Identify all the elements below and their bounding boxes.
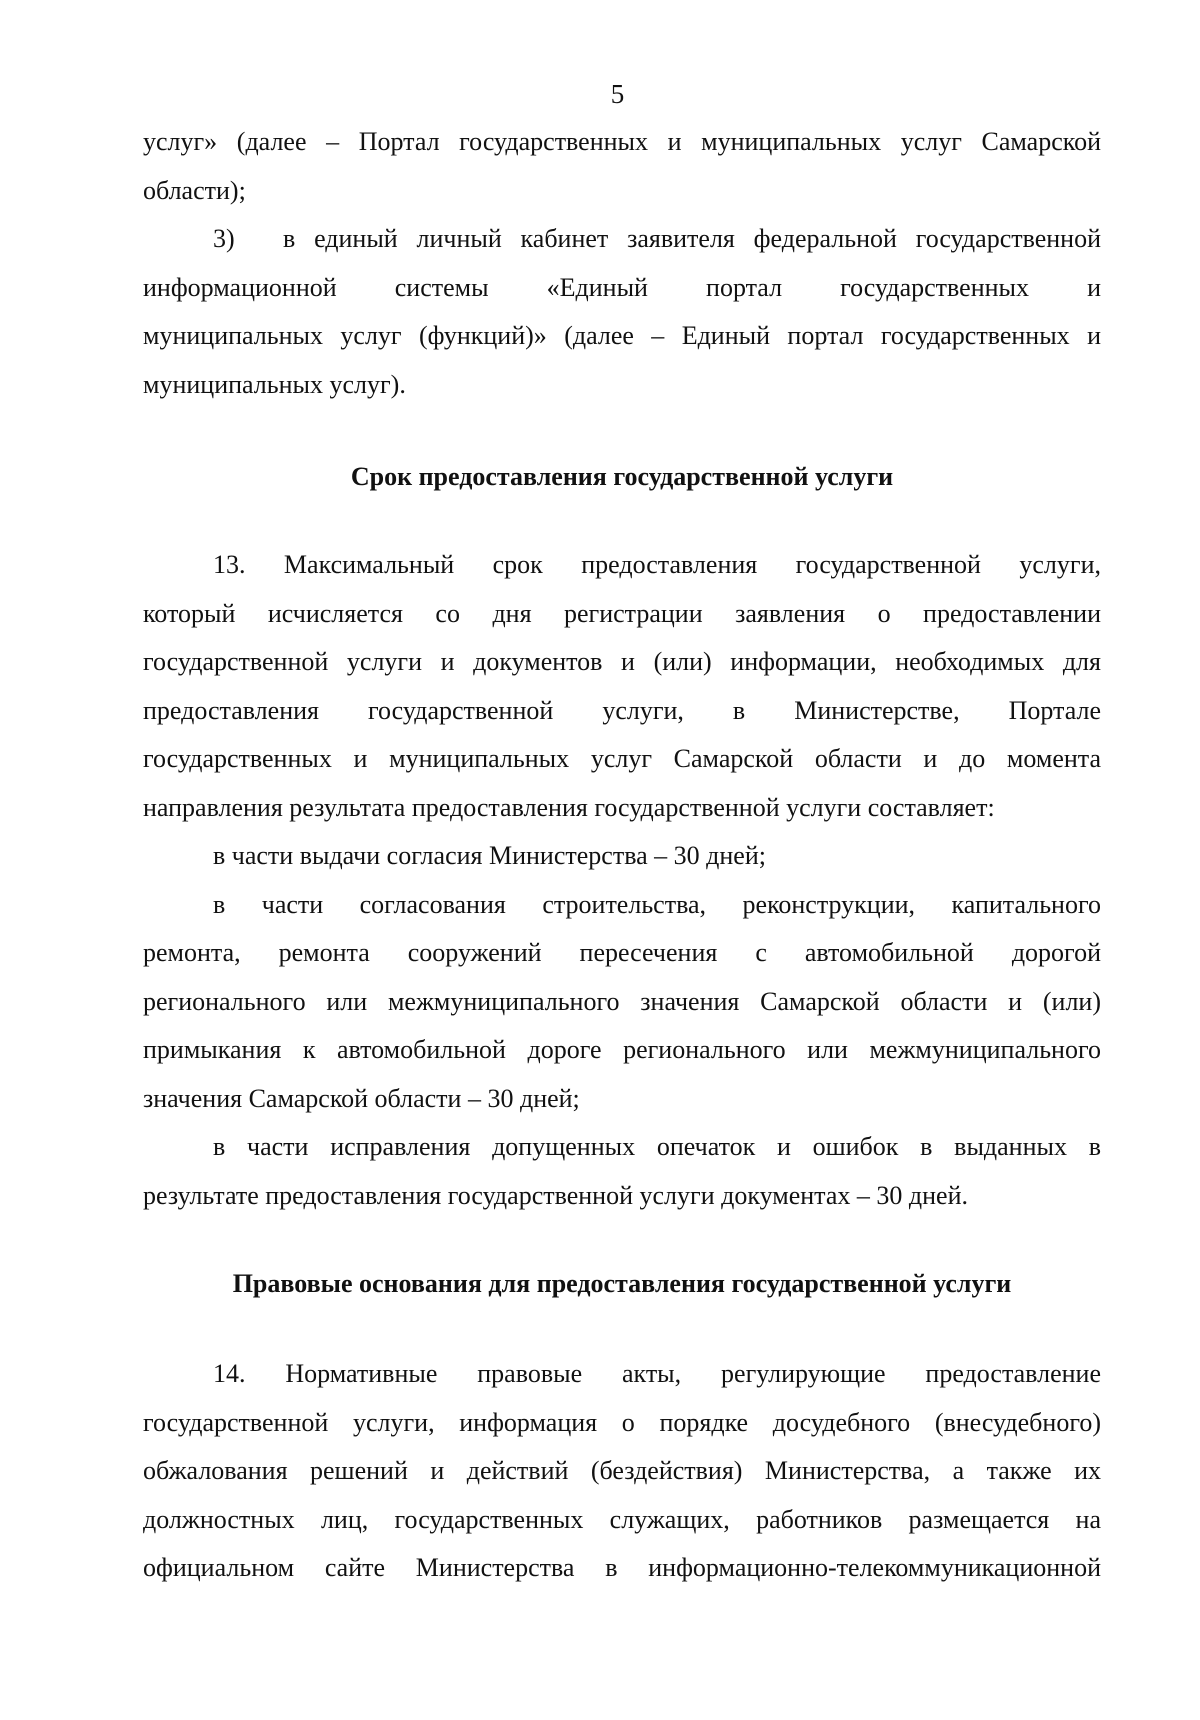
text-line: в единый личный кабинет заявителя федеральной государственной bbox=[283, 224, 1101, 253]
intro-paragraph bbox=[143, 118, 1101, 215]
text-line: государственных и муниципальных услуг Самарской области и до момента bbox=[143, 744, 1101, 773]
text-line: примыкания к автомобильной дороге регионального или межмуниципального bbox=[143, 1035, 1101, 1064]
text-line: в части выдачи согласия Министерства – 30 дней; bbox=[213, 841, 766, 870]
text-line: должностных лиц, государственных служащих, работников размещается на bbox=[143, 1504, 1101, 1534]
term-corrections bbox=[143, 1123, 1101, 1220]
page-number: 5 bbox=[610, 79, 625, 109]
text-line: государственной услуги, информация о порядке досудебного (внесудебного) bbox=[143, 1407, 1101, 1437]
text-line: области); bbox=[143, 175, 246, 205]
list-marker: 3) bbox=[213, 224, 235, 253]
text-line: направления результата предоставления государственной услуги составляет: bbox=[143, 792, 995, 822]
text-line: услуг» (далее – Портал государственных и муниципальных услуг Самарской bbox=[143, 127, 1101, 156]
spacer bbox=[143, 409, 1101, 453]
text-line: муниципальных услуг). bbox=[143, 369, 406, 399]
text-line: 14. Нормативные правовые акты, регулирующие предоставление bbox=[213, 1359, 1101, 1388]
text-line: который исчисляется со дня регистрации заявления о предоставлении bbox=[143, 598, 1101, 628]
text-line: результате предоставления государственной услуги документах – 30 дней. bbox=[143, 1180, 968, 1210]
section-heading-legal: Правовые основания для предоставления государственной услуги bbox=[232, 1269, 1012, 1298]
text-line: предоставления государственной услуги, в Министерстве, Портале bbox=[143, 695, 1101, 725]
term-approval bbox=[143, 881, 1101, 1124]
section-heading-term: Срок предоставления государственной услуги bbox=[350, 462, 894, 491]
paragraph-14 bbox=[143, 1350, 1101, 1593]
text-line: 13. Максимальный срок предоставления государственной услуги, bbox=[213, 550, 1101, 579]
term-consent bbox=[143, 832, 1101, 881]
document-body bbox=[143, 118, 1101, 1593]
text-line: значения Самарской области – 30 дней; bbox=[143, 1083, 580, 1113]
text-line: регионального или межмуниципального значения Самарской области и (или) bbox=[143, 986, 1101, 1016]
list-item-3 bbox=[143, 215, 1101, 409]
text-line: в части согласования строительства, реконструкции, капитального bbox=[213, 889, 1101, 919]
spacer bbox=[143, 1220, 1101, 1260]
text-line: в части исправления допущенных опечаток и ошибок в выданных в bbox=[213, 1132, 1101, 1161]
text-line: информационной системы «Единый портал государственных и bbox=[143, 272, 1101, 302]
text-line: ремонта, ремонта сооружений пересечения с автомобильной дорогой bbox=[143, 938, 1101, 967]
paragraph-13 bbox=[143, 541, 1101, 832]
text-line: муниципальных услуг (функций)» (далее – Единый портал государственных и bbox=[143, 321, 1101, 350]
text-line: государственной услуги и документов и (или) информации, необходимых для bbox=[143, 647, 1101, 676]
list-item-first-line bbox=[143, 215, 1101, 264]
spacer bbox=[143, 1308, 1101, 1350]
spacer bbox=[143, 501, 1101, 541]
text-line: официальном сайте Министерства в информационно-телекоммуникационной bbox=[143, 1553, 1101, 1582]
text-line: обжалования решений и действий (бездействия) Министерства, а также их bbox=[143, 1456, 1101, 1485]
